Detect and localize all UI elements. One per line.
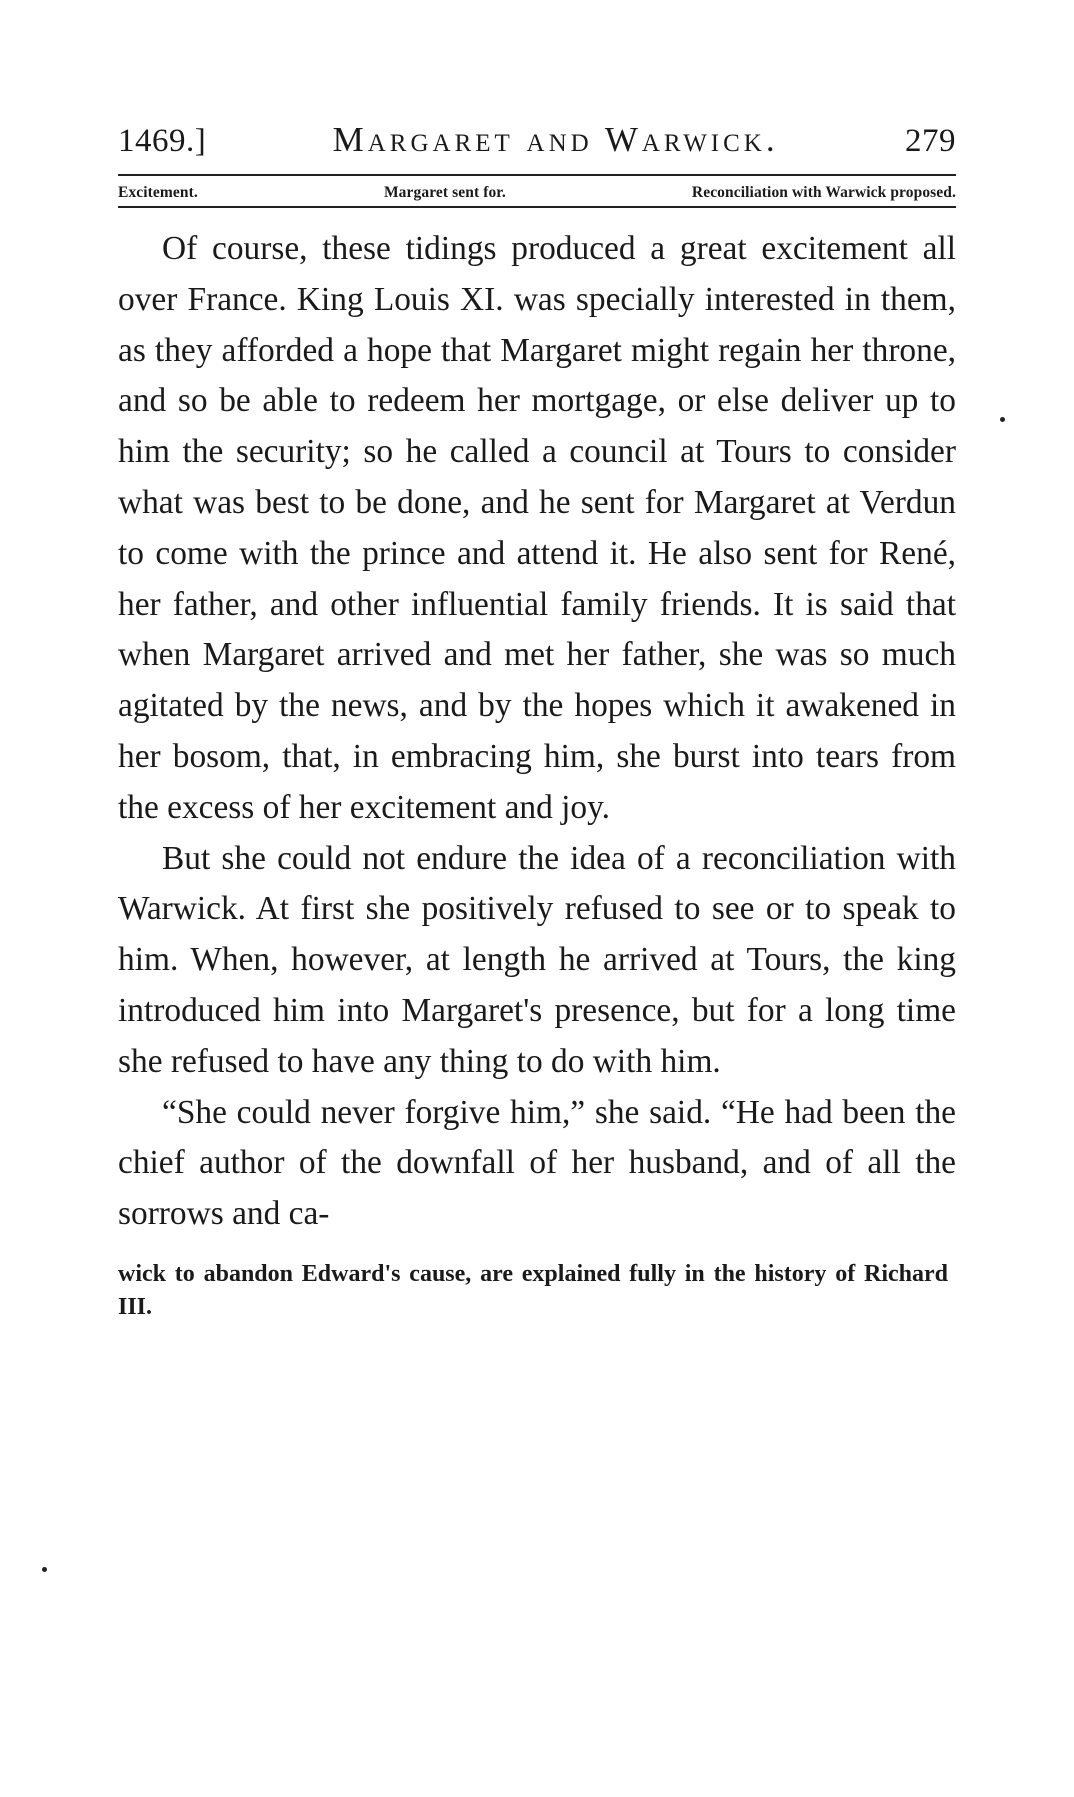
paragraph-1: Of course, these tidings produced a great excitement all over France. King Louis XI. was specially interested in them, as they afforded a hope that Margaret might regain her throne, and so be able to redeem her mortgage, or else deliver up to him the security; so he called a council at Tours to consider what was best to be done, and he sent for Margaret at Verdun to come with the prince and attend it. He also sent for René, her father, and other influential family friends. It is said that when Margaret arrived and met her father, she was so much agitated by the news, and by the hopes which it awakened in her bosom, that, in embracing him, she burst into tears from the excess of her excitement and joy. bbox=[118, 230, 956, 826]
book-page bbox=[118, 120, 956, 1324]
header-title: Margaret and Warwick. bbox=[332, 120, 779, 159]
print-speck bbox=[1000, 417, 1005, 422]
paragraph-2: But she could not endure the idea of a reconciliation with Warwick. At first she positively refused to see or to speak to him. When, however, at length he arrived at Tours, the king introduced him into Margaret's presence, but for a long time she refused to have any thing to do with him. bbox=[118, 839, 956, 1080]
shoulder-notes bbox=[118, 182, 956, 204]
shoulder-note-reconciliation: Reconciliation with Warwick proposed. bbox=[691, 184, 956, 201]
shoulder-note-margaret-sent-for: Margaret sent for. bbox=[383, 184, 506, 201]
header-rule bbox=[118, 174, 956, 176]
page-number: 279 bbox=[905, 123, 956, 159]
shoulder-note-excitement: Excitement. bbox=[118, 184, 198, 201]
footnote: wick to abandon Edward's cause, are explained fully in the history of Richard III. bbox=[118, 1260, 948, 1320]
running-head bbox=[118, 120, 956, 164]
body-text bbox=[118, 224, 956, 1240]
header-year: 1469.] bbox=[118, 123, 207, 159]
shoulder-rule bbox=[118, 206, 956, 208]
paragraph-3: “She could never forgive him,” she said. “He had been the chief author of the downfall of her husband, and of all the sorrows and ca- bbox=[118, 1093, 956, 1233]
print-speck bbox=[42, 1567, 47, 1572]
